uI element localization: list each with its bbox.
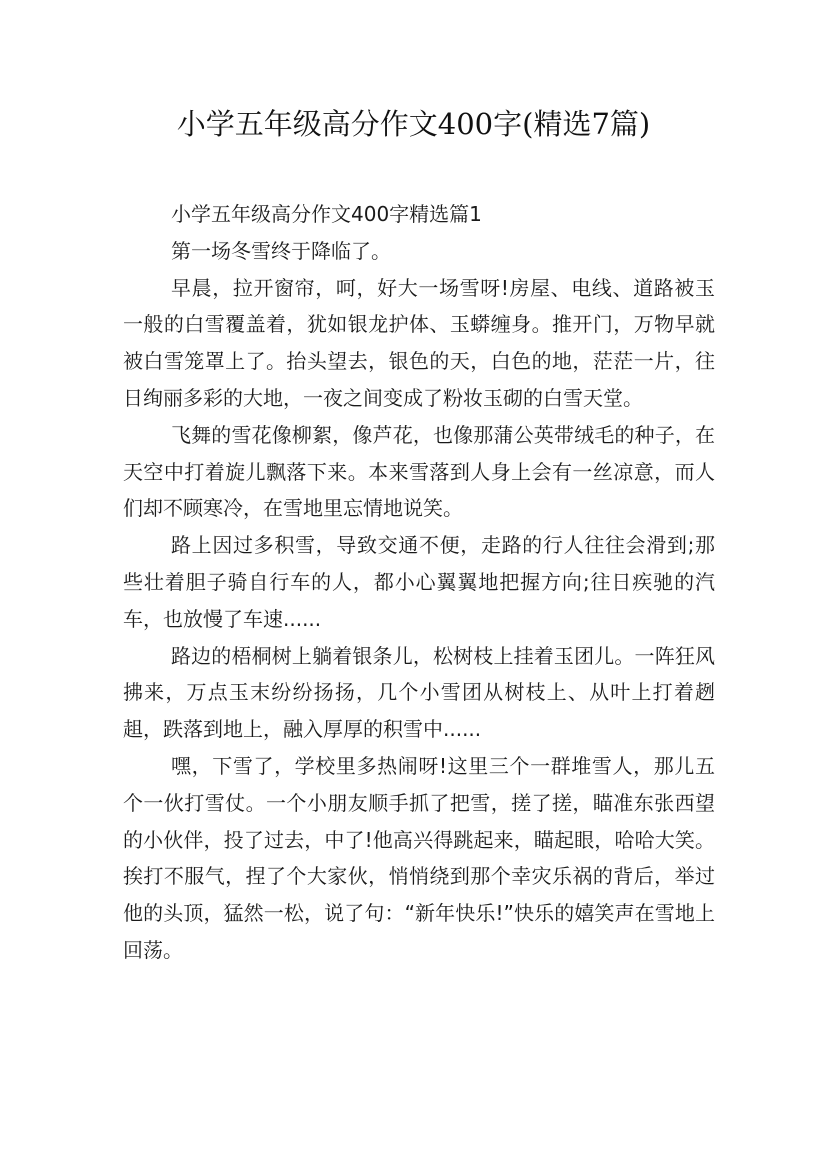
paragraph: 早晨，拉开窗帘，呵，好大一场雪呀!房屋、电线、道路被玉一般的白雪覆盖着，犹如银龙护体、玉蟒缠身。推开门，万物早就被白雪笼罩上了。抬头望去，银色的天，白色的地，茫茫一片，往日绚丽多彩的大地，一夜之间变成了粉妆玉砌的白雪天堂。 bbox=[123, 275, 715, 410]
paragraph: 嘿，下雪了，学校里多热闹呀!这里三个一群堆雪人，那儿五个一伙打雪仗。一个小朋友顺手抓了把雪，搓了搓，瞄准东张西望的小伙伴，投了过去，中了!他高兴得跳起来，瞄起眼，哈哈大笑。挨打不服气，捏了个大家伙，悄悄绕到那个幸灾乐祸的背后，举过他的头顶，猛然一松，说了句：“新年快乐!”快乐的嬉笑声在雪地上回荡。 bbox=[123, 753, 715, 962]
paragraph: 路上因过多积雪，导致交通不便，走路的行人往往会滑到;那些壮着胆子骑自行车的人，都小心翼翼地把握方向;往日疾驰的汽车，也放慢了车速...... bbox=[123, 533, 715, 631]
article-body bbox=[123, 196, 715, 969]
paragraph: 第一场冬雪终于降临了。 bbox=[171, 238, 391, 263]
section-heading: 小学五年级高分作文400字精选篇1 bbox=[171, 202, 482, 226]
document-title: 小学五年级高分作文400字(精选7篇) bbox=[176, 107, 651, 141]
paragraph: 飞舞的雪花像柳絮，像芦花，也像那蒲公英带绒毛的种子，在天空中打着旋儿飘落下来。本来雪落到人身上会有一丝凉意，而人们却不顾寒冷，在雪地里忘情地说笑。 bbox=[123, 422, 715, 521]
paragraph: 路边的梧桐树上躺着银条儿，松树枝上挂着玉团儿。一阵狂风拂来，万点玉末纷纷扬扬，几个小雪团从树枝上、从叶上打着趔趄，跌落到地上，融入厚厚的积雪中...... bbox=[123, 643, 715, 742]
